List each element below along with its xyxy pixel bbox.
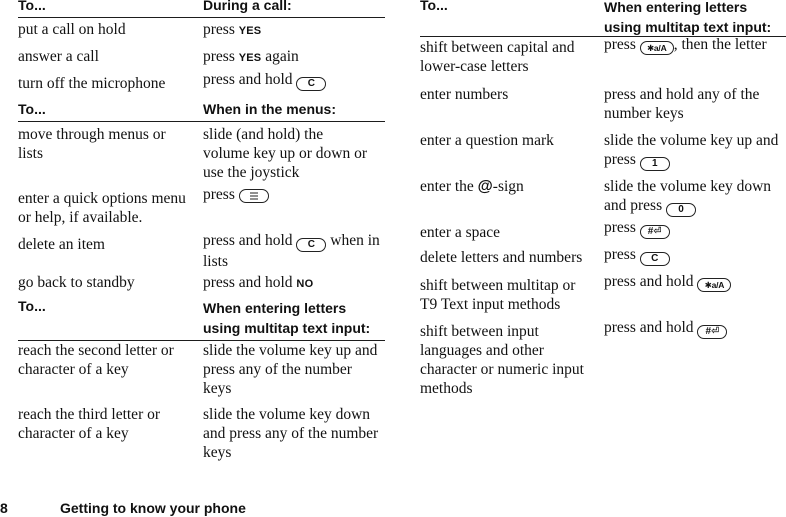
menu-key-icon	[239, 189, 269, 203]
left-table2-row4-label: go back to standby	[18, 274, 135, 291]
right-table-row4-text: slide the volume key down and press	[604, 178, 772, 214]
right-table-row7-label: shift between multitap or T9 Text input methods	[420, 277, 576, 313]
left-table2-col1-header: To...	[18, 101, 46, 117]
right-table-row4-action	[604, 177, 786, 217]
left-table2-row3-action	[203, 231, 385, 271]
menu-lines-icon	[247, 191, 261, 201]
right-table-row1-action	[604, 35, 786, 55]
left-table1-row3-text-before: press and hold	[203, 71, 293, 88]
left-table2-row3-label: delete an item	[18, 236, 105, 253]
yes-keyword: YES	[238, 52, 262, 64]
at-sign-symbol: @	[477, 178, 493, 195]
left-table2-row4-text-before: press and hold	[203, 274, 293, 291]
left-table2-col2-header: When in the menus:	[203, 101, 336, 117]
left-table1-row3-label: turn off the microphone	[18, 75, 166, 92]
right-table-col2-header: When entering letters using multitap text input:	[604, 0, 772, 35]
page-title: Getting to know your phone	[60, 500, 246, 516]
c-key-icon: C	[296, 77, 326, 91]
zero-key-icon: 0	[666, 203, 696, 217]
right-table-row2-label: enter numbers	[420, 86, 509, 103]
left-table2-row3-text-before: press and hold	[203, 232, 293, 249]
right-table-row5-action	[604, 218, 779, 239]
left-table3-col1-header: To...	[18, 298, 46, 314]
left-table1-row2-action	[203, 47, 383, 68]
left-table2-row2-action	[203, 185, 383, 204]
left-table3-col2-header: When entering letters using multitap text input:	[203, 300, 371, 336]
star-key-icon: ✱a/A	[640, 41, 674, 55]
right-table-row2-action: press and hold any of the number keys	[604, 86, 760, 122]
left-table1-row2-text-before: press	[203, 48, 235, 65]
left-table2-divider	[18, 121, 385, 122]
left-table1-col1-header: To...	[18, 0, 46, 13]
right-table-row6-text-before: press	[604, 246, 636, 263]
left-table1-row1-action	[203, 20, 383, 41]
left-table1-row1-label: put a call on hold	[18, 21, 126, 38]
right-table-row3-action	[604, 131, 779, 171]
right-table-row8-action	[604, 318, 786, 339]
left-table2-row1-label: move through menus or lists	[18, 126, 166, 162]
left-table1-row3-action	[203, 70, 383, 91]
right-table-row3-label: enter a question mark	[420, 132, 554, 149]
left-table2-row1-action: slide (and hold) the volume key up or down or use the joystick	[203, 126, 368, 181]
left-table3-row2-label: reach the third letter or character of a key	[18, 406, 161, 442]
left-table1-row2-label: answer a call	[18, 48, 99, 65]
c-key-icon: C	[640, 252, 670, 266]
right-table-row8-label: shift between input languages and other character or numeric input methods	[420, 323, 584, 397]
left-table2-row2-label: enter a quick options menu or help, if available.	[18, 190, 186, 226]
right-table-row1-text-before: press	[604, 36, 636, 53]
right-table-row8-text-before: press and hold	[604, 319, 694, 336]
right-table-row7-text-before: press and hold	[604, 273, 694, 290]
c-key-icon: C	[296, 238, 326, 252]
right-table-row6-label: delete letters and numbers	[420, 249, 583, 266]
right-table-row1-text-after: , then the letter	[673, 36, 767, 53]
right-table-col1-header: To...	[420, 0, 448, 13]
left-table2-row3-text-after: when in lists	[203, 232, 380, 270]
left-table2-row4-action	[203, 273, 383, 294]
right-table-row4-label-after: -sign	[492, 178, 524, 195]
right-table-row4-label-before: enter the	[420, 178, 474, 195]
left-table1-row2-text-after: again	[265, 48, 299, 65]
right-table-row5-text-before: press	[604, 219, 636, 236]
right-table-row1-label: shift between capital and lower-case letters	[420, 39, 575, 75]
hash-key-icon: #⏎	[697, 325, 727, 339]
right-table-row5-label: enter a space	[420, 224, 501, 241]
left-table1-col2-header: During a call:	[203, 0, 292, 13]
right-table-row4-label	[420, 177, 595, 196]
yes-keyword: YES	[238, 25, 262, 37]
left-table3-row2-action: slide the volume key down and press any of the number keys	[203, 406, 379, 461]
one-key-icon: 1	[640, 157, 670, 171]
right-table-row6-action	[604, 245, 779, 266]
right-table-row7-action	[604, 272, 786, 292]
left-table1-row1-text-before: press	[203, 21, 235, 38]
hash-key-icon: #⏎	[640, 225, 670, 239]
left-table3-row1-label: reach the second letter or character of a key	[18, 342, 174, 378]
star-key-icon: ✱a/A	[697, 278, 731, 292]
left-table2-row2-text-before: press	[203, 186, 235, 203]
no-keyword: NO	[296, 278, 314, 290]
left-table3-row1-action: slide the volume key up and press any of the number keys	[203, 342, 378, 397]
right-table-row3-text: slide the volume key up and press	[604, 132, 779, 168]
page-number: 8	[0, 500, 8, 516]
left-table1-divider	[18, 17, 385, 18]
